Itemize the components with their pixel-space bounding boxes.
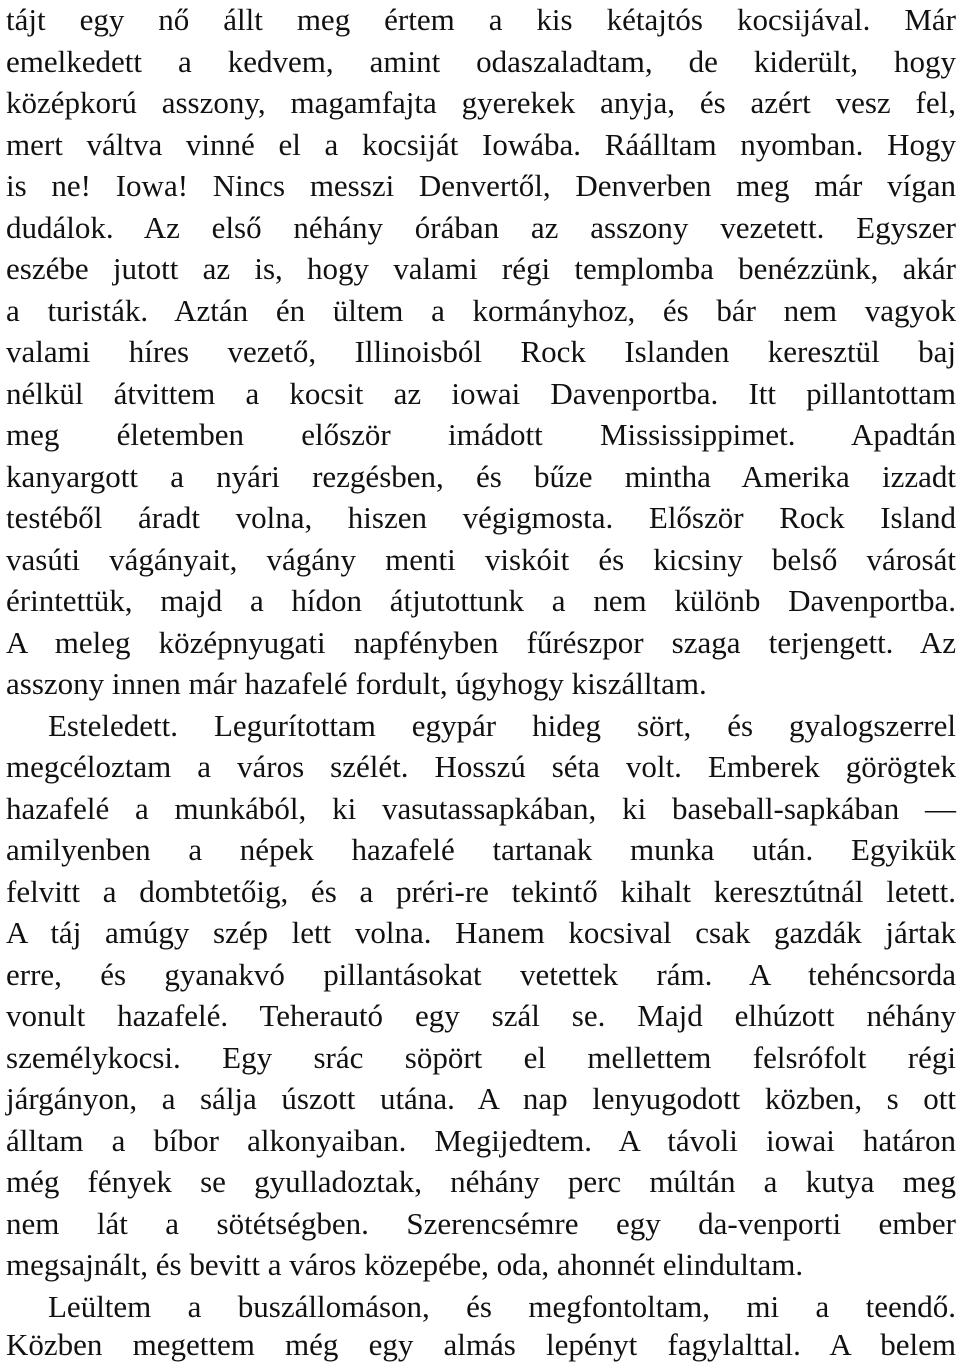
text-line: járgányon, a sálja úszott utána. A nap lenyugodott közben, s ott xyxy=(6,1081,956,1116)
text-line: amilyenben a népek hazafelé tartanak munka után. Egyikük xyxy=(6,832,956,867)
text-line: vonult hazafelé. Teherautó egy szál se. Majd elhúzott néhány xyxy=(6,998,956,1033)
text-line: mert váltva vinné el a kocsiját Iowába. Ráálltam nyomban. Hogy xyxy=(6,126,956,162)
text-line: erre, és gyanakvó pillantásokat vetettek rám. A tehéncsorda xyxy=(6,956,956,992)
text-line: álltam a bíbor alkonyaiban. Megijedtem. A távoli iowai határon xyxy=(6,1122,956,1158)
text-line: hazafelé a munkából, ki vasutassapkában, ki baseball-sapkában — xyxy=(6,790,956,826)
text-line: dudálok. Az első néhány órában az asszony vezetett. Egyszer xyxy=(6,209,956,245)
text-line: megcéloztam a város szélét. Hosszú séta volt. Emberek görögtek xyxy=(6,749,956,784)
paragraph-start-line: Leültem a buszállomáson, és megfontoltam, mi a teendő. xyxy=(48,1288,956,1324)
text-line: személykocsi. Egy srác söpört el mellettem felsrófolt régi xyxy=(6,1039,956,1075)
text-line: a turisták. Aztán én ültem a kormányhoz, és bár nem vagyok xyxy=(6,292,956,328)
paragraph-end-line: asszony innen már hazafelé fordult, úgyhogy kiszálltam. xyxy=(6,666,707,701)
text-line: tájt egy nő állt meg értem a kis kétajtós kocsijával. Már xyxy=(6,2,956,37)
text-line: kanyargott a nyári rezgésben, és bűze mintha Amerika izzadt xyxy=(6,458,956,494)
text-line: Közben megettem még egy almás lepényt fagylalttal. A belem xyxy=(6,1327,956,1362)
text-line: még fények se gyulladoztak, néhány perc múltán a kutya meg xyxy=(6,1164,956,1199)
text-line: felvitt a dombtetőig, és a préri-re tekintő kihalt keresztútnál letett. xyxy=(6,873,956,909)
text-line: érintettük, majd a hídon átjutottunk a nem különb Davenportba. xyxy=(6,583,956,618)
paragraph-start-line: Esteledett. Legurítottam egypár hideg sört, és gyalogszerrel xyxy=(48,707,956,743)
text-line: eszébe jutott az is, hogy valami régi templomba benézzünk, akár xyxy=(6,251,956,286)
text-line: nélkül átvittem a kocsit az iowai Davenportba. Itt pillantottam xyxy=(6,375,956,411)
text-line: középkorú asszony, magamfajta gyerekek anyja, és azért vesz fel, xyxy=(6,85,956,120)
text-line: testéből áradt volna, hiszen végigmosta. Először Rock Island xyxy=(6,500,956,535)
text-line: is ne! Iowa! Nincs messzi Denvertől, Denverben meg már vígan xyxy=(6,168,956,203)
text-line: valami híres vezető, Illinoisból Rock Islanden keresztül baj xyxy=(6,334,956,369)
paragraph-end-line: megsajnált, és bevitt a város közepébe, oda, ahonnét elindultam. xyxy=(6,1247,804,1282)
text-line: A meleg középnyugati napfényben fűrészpor szaga terjengett. Az xyxy=(6,624,956,660)
text-line: emelkedett a kedvem, amint odaszaladtam, de kiderült, hogy xyxy=(6,43,956,79)
text-line: meg életemben először imádott Mississippimet. Apadtán xyxy=(6,417,956,452)
text-line: vasúti vágányait, vágány menti viskóit és kicsiny belső városát xyxy=(6,541,956,577)
text-line: nem lát a sötétségben. Szerencsémre egy da-venporti ember xyxy=(6,1205,956,1241)
text-line: A táj amúgy szép lett volna. Hanem kocsival csak gazdák jártak xyxy=(6,915,956,950)
